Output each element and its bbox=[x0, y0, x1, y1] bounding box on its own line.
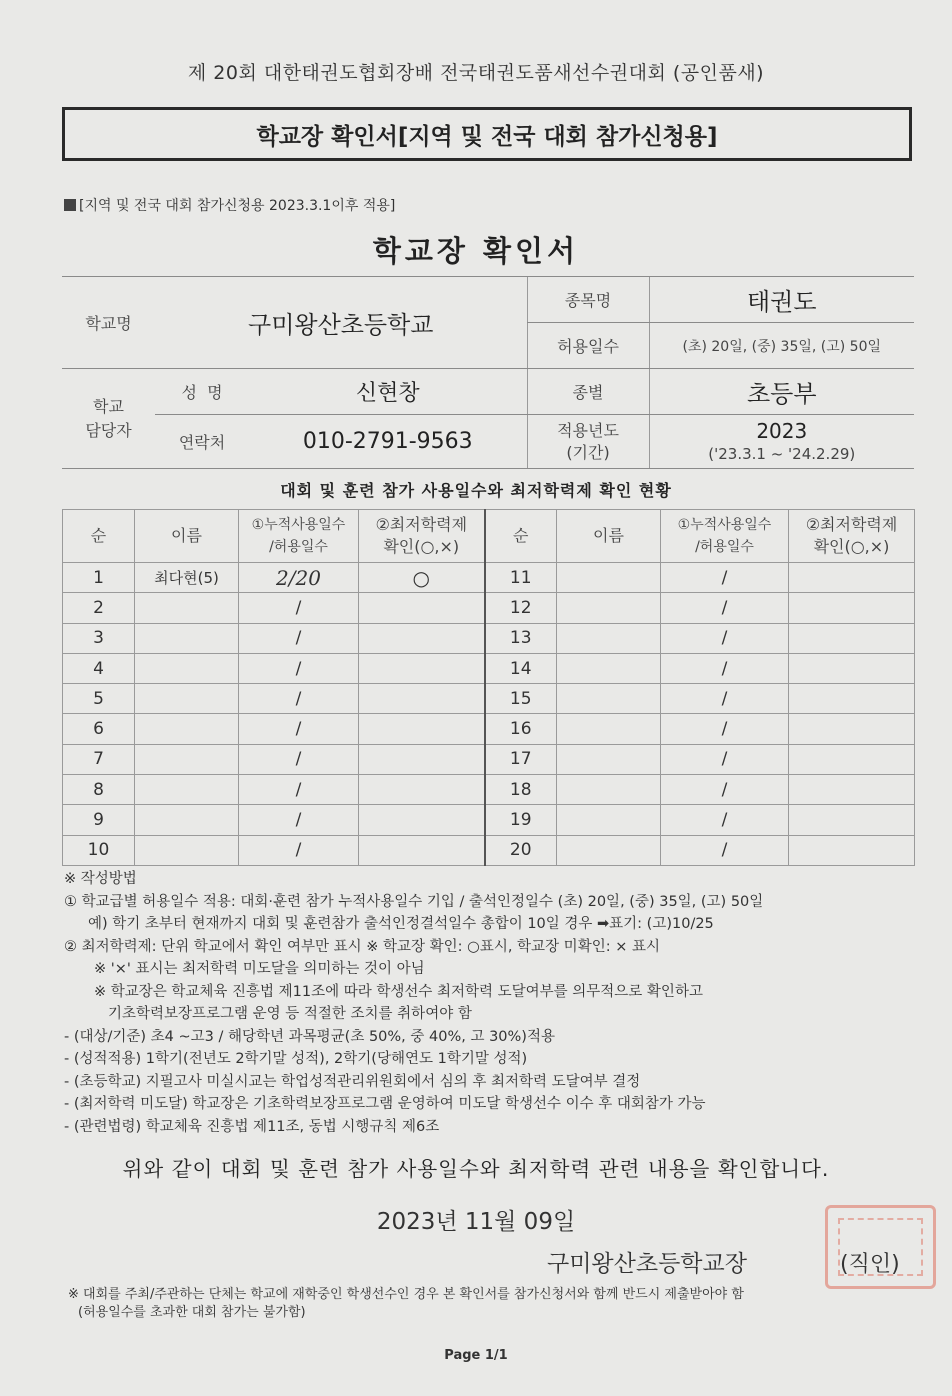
header-check-left: ②최저학력제 확인(○,×) bbox=[359, 510, 485, 563]
row-number: 11 bbox=[485, 563, 557, 593]
row-name bbox=[135, 684, 239, 714]
seal-label: (직인) bbox=[840, 1252, 900, 1277]
row-check bbox=[789, 623, 915, 653]
document-title: 학교장 확인서 bbox=[372, 234, 580, 268]
instruction-line: ※ '×' 표시는 최저학력 미도달을 의미하는 것이 아님 bbox=[94, 961, 425, 977]
row-days: / bbox=[239, 714, 359, 744]
row-check bbox=[789, 563, 915, 593]
row-name bbox=[557, 775, 661, 805]
row-check bbox=[789, 684, 915, 714]
row-days: / bbox=[239, 684, 359, 714]
row-name bbox=[557, 744, 661, 774]
info-table bbox=[62, 276, 914, 469]
row-check bbox=[789, 775, 915, 805]
instruction-line: - (성적적용) 1학기(전년도 2학기말 성적), 2학기(당해연도 1학기말 성적) bbox=[64, 1051, 528, 1067]
row-check bbox=[359, 714, 485, 744]
row-number: 19 bbox=[485, 805, 557, 835]
row-days: / bbox=[239, 835, 359, 865]
table-row bbox=[63, 563, 915, 593]
year-value: 2023 bbox=[756, 418, 808, 443]
allowed-days-label: 허용일수 bbox=[527, 323, 649, 369]
row-days: / bbox=[661, 653, 789, 683]
participation-table bbox=[62, 509, 915, 866]
row-days: / bbox=[661, 805, 789, 835]
issue-date: 2023년 11월 09일 bbox=[376, 1209, 576, 1235]
school-label: 학교명 bbox=[62, 277, 155, 369]
row-check bbox=[359, 805, 485, 835]
row-days: / bbox=[661, 684, 789, 714]
row-number: 6 bbox=[63, 714, 135, 744]
page-number: Page 1/1 bbox=[444, 1348, 508, 1363]
row-days: / bbox=[239, 623, 359, 653]
header-days-left: ①누적사용일수 /허용일수 bbox=[239, 510, 359, 563]
row-name bbox=[135, 714, 239, 744]
row-days: / bbox=[661, 623, 789, 653]
name-label: 성 명 bbox=[155, 369, 249, 415]
row-check bbox=[789, 714, 915, 744]
row-days: / bbox=[661, 593, 789, 623]
row-name bbox=[135, 653, 239, 683]
instruction-line: ① 학교급별 허용일수 적용: 대회·훈련 참가 누적사용일수 기입 / 출석인정일수 (초) 20일, (중) 35일, (고) 50일 bbox=[64, 893, 764, 910]
sport-value: 태권도 bbox=[649, 277, 914, 323]
sport-label: 종목명 bbox=[527, 277, 649, 323]
row-days: / bbox=[239, 593, 359, 623]
instructions bbox=[64, 868, 914, 1138]
table-row bbox=[63, 714, 915, 744]
row-check bbox=[789, 593, 915, 623]
row-name bbox=[557, 714, 661, 744]
instruction-line: 예) 학기 초부터 현재까지 대회 및 훈련참가 출석인정결석일수 총합이 10일 경우 ➡표기: (고)10/25 bbox=[88, 916, 714, 932]
row-name bbox=[135, 805, 239, 835]
row-check: ○ bbox=[359, 563, 485, 593]
row-number: 14 bbox=[485, 653, 557, 683]
footnote-line: (허용일수를 초과한 대회 참가는 불가함) bbox=[78, 1305, 306, 1320]
row-name bbox=[557, 805, 661, 835]
row-days: / bbox=[239, 744, 359, 774]
table-row bbox=[63, 805, 915, 835]
row-number: 17 bbox=[485, 744, 557, 774]
table-row bbox=[63, 684, 915, 714]
row-name bbox=[135, 775, 239, 805]
instruction-line: - (최저학력 미도달) 학교장은 기초학력보장프로그램 운영하여 미도달 학생선수 이수 후 대회참가 가능 bbox=[64, 1096, 706, 1112]
header-name-right: 이름 bbox=[557, 510, 661, 563]
row-days: / bbox=[661, 835, 789, 865]
form-title: 학교장 확인서[지역 및 전국 대회 참가신청용] bbox=[256, 123, 718, 150]
header-name-left: 이름 bbox=[135, 510, 239, 563]
row-number: 1 bbox=[63, 563, 135, 593]
row-number: 4 bbox=[63, 653, 135, 683]
row-name bbox=[557, 653, 661, 683]
contact-label: 연락처 bbox=[155, 415, 249, 469]
row-check bbox=[359, 593, 485, 623]
square-bullet-icon bbox=[64, 199, 76, 211]
principal-title: 구미왕산초등학교장 bbox=[547, 1251, 747, 1277]
row-number: 3 bbox=[63, 623, 135, 653]
category-value: 초등부 bbox=[649, 369, 914, 415]
row-check bbox=[359, 744, 485, 774]
row-number: 10 bbox=[63, 835, 135, 865]
row-number: 15 bbox=[485, 684, 557, 714]
instruction-line: - (관련법령) 학교체육 진흥법 제11조, 동법 시행규칙 제6조 bbox=[64, 1118, 440, 1135]
category-label: 종별 bbox=[527, 369, 649, 415]
row-name bbox=[557, 835, 661, 865]
row-days: / bbox=[661, 775, 789, 805]
row-number: 12 bbox=[485, 593, 557, 623]
instruction-line: - (대상/기준) 초4 ~고3 / 해당학년 과목평균(초 50%, 중 40%, 고 30%)적용 bbox=[64, 1028, 555, 1045]
row-number: 18 bbox=[485, 775, 557, 805]
year-cell bbox=[649, 415, 914, 469]
year-label: 적용년도 (기간) bbox=[527, 415, 649, 469]
contact-value: 010-2791-9563 bbox=[249, 415, 527, 469]
manager-label: 학교 담당자 bbox=[62, 369, 155, 469]
table-row bbox=[63, 744, 915, 774]
instructions-heading: ※ 작성방법 bbox=[64, 871, 137, 887]
row-name bbox=[557, 623, 661, 653]
event-title: 제 20회 대한태권도협회장배 전국태권도품새선수권대회 (공인품새) bbox=[187, 62, 765, 84]
row-number: 9 bbox=[63, 805, 135, 835]
row-number: 16 bbox=[485, 714, 557, 744]
row-number: 20 bbox=[485, 835, 557, 865]
applicability-note bbox=[64, 195, 395, 215]
allowed-days-value: (초) 20일, (중) 35일, (고) 50일 bbox=[649, 323, 914, 369]
row-number: 2 bbox=[63, 593, 135, 623]
row-check bbox=[789, 744, 915, 774]
footnote bbox=[68, 1286, 918, 1322]
header-days-right: ①누적사용일수 /허용일수 bbox=[661, 510, 789, 563]
name-value: 신현창 bbox=[249, 369, 527, 415]
row-check bbox=[359, 623, 485, 653]
instruction-line: ※ 학교장은 학교체육 진흥법 제11조에 따라 학생선수 최저학력 도달여부를 의무적으로 확인하고 bbox=[94, 983, 703, 1000]
row-check bbox=[359, 653, 485, 683]
row-check bbox=[359, 835, 485, 865]
table-body bbox=[63, 563, 915, 866]
period-value: ('23.3.1 ~ '24.2.29) bbox=[708, 444, 856, 463]
table-row bbox=[63, 835, 915, 865]
row-days: / bbox=[239, 805, 359, 835]
table-row bbox=[63, 623, 915, 653]
row-name bbox=[135, 623, 239, 653]
row-check bbox=[789, 805, 915, 835]
header-no-right: 순 bbox=[485, 510, 557, 563]
row-number: 13 bbox=[485, 623, 557, 653]
row-name bbox=[557, 684, 661, 714]
form-title-box bbox=[62, 107, 912, 161]
instruction-line: 기초학력보장프로그램 운영 등 적절한 조치를 취하여야 함 bbox=[108, 1006, 472, 1022]
row-name bbox=[135, 744, 239, 774]
row-name bbox=[557, 593, 661, 623]
row-name bbox=[135, 593, 239, 623]
row-days: / bbox=[661, 744, 789, 774]
row-check bbox=[359, 684, 485, 714]
confirmation-statement: 위와 같이 대회 및 훈련 참가 사용일수와 최저학력 관련 내용을 확인합니다. bbox=[122, 1157, 830, 1181]
row-name bbox=[557, 563, 661, 593]
instruction-line: ② 최저학력제: 단위 학교에서 확인 여부만 표시 ※ 학교장 확인: ○표시, 학교장 미확인: × 표시 bbox=[64, 938, 660, 955]
section-title: 대회 및 훈련 참가 사용일수와 최저학력제 확인 현황 bbox=[280, 481, 672, 500]
header-no-left: 순 bbox=[63, 510, 135, 563]
school-value: 구미왕산초등학교 bbox=[155, 277, 527, 369]
table-row bbox=[63, 653, 915, 683]
header-check-right: ②최저학력제 확인(○,×) bbox=[789, 510, 915, 563]
row-name: 최다현(5) bbox=[135, 563, 239, 593]
row-check bbox=[359, 775, 485, 805]
row-name bbox=[135, 835, 239, 865]
table-row bbox=[63, 775, 915, 805]
row-days: / bbox=[661, 563, 789, 593]
row-days: / bbox=[661, 714, 789, 744]
row-days: / bbox=[239, 653, 359, 683]
row-days: 2/20 bbox=[239, 563, 359, 593]
row-check bbox=[789, 653, 915, 683]
row-number: 8 bbox=[63, 775, 135, 805]
table-row bbox=[63, 593, 915, 623]
row-days: / bbox=[239, 775, 359, 805]
row-number: 7 bbox=[63, 744, 135, 774]
applicability-note-text: [지역 및 전국 대회 참가신청용 2023.3.1이후 적용] bbox=[79, 198, 396, 214]
footnote-line: ※ 대회를 주최/주관하는 단체는 학교에 재학중인 학생선수인 경우 본 확인서를 참가신청서와 함께 반드시 제출받아야 함 bbox=[68, 1287, 744, 1302]
row-number: 5 bbox=[63, 684, 135, 714]
row-check bbox=[789, 835, 915, 865]
instruction-line: - (초등학교) 지필고사 미실시교는 학업성적관리위원회에서 심의 후 최저학력 도달여부 결정 bbox=[64, 1073, 641, 1090]
